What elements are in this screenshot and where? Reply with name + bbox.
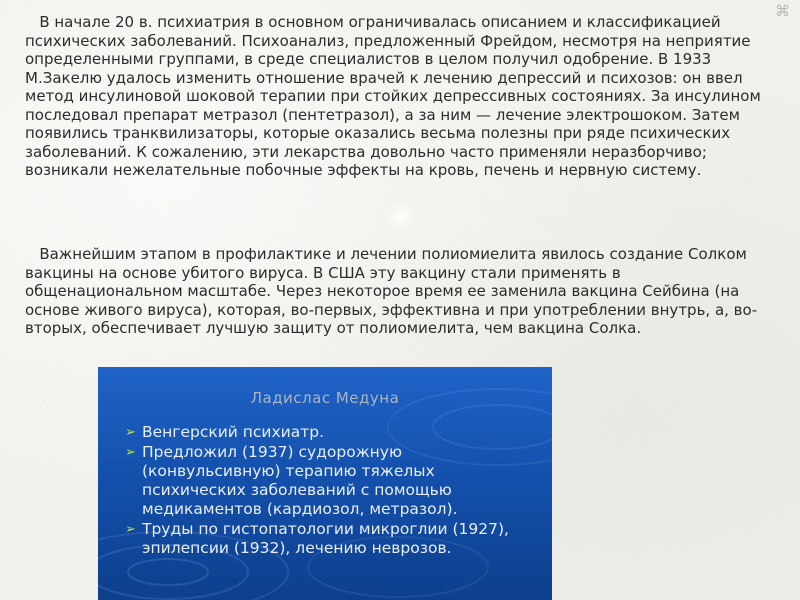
background-glow bbox=[386, 202, 416, 232]
arrow-bullet-icon: ➢ bbox=[125, 445, 136, 460]
meduna-info-panel bbox=[98, 367, 552, 600]
paragraph-polio-text: Важнейшим этапом в профилактике и лечении полиомиелита явилось создание Солком вакцины на основе убитого вируса. В США эту вакцину стали применять в общенациональном масштабе. Через некоторое время ее заменила вакцина Сейбина (на основе живого вируса), которая, во-первых, эффективна и при употреблении внутрь, а, во-вторых, обеспечивает лучшую защиту от полиомиелита, чем вакцина Солка. bbox=[25, 245, 758, 337]
bullet-text: Труды по гистопатологии микроглии (1927), эпилепсии (1932), лечению неврозов. bbox=[142, 520, 509, 557]
paragraph-psychiatry bbox=[25, 13, 777, 180]
corner-ornament-icon: ⌘ bbox=[775, 2, 790, 20]
panel-title: Ладислас Медуна bbox=[250, 389, 400, 407]
bullet-text: Венгерский психиатр. bbox=[142, 423, 325, 441]
bullet-item bbox=[98, 423, 552, 442]
arrow-bullet-icon: ➢ bbox=[125, 425, 136, 440]
bullet-item bbox=[98, 520, 552, 558]
paragraph-indent bbox=[25, 245, 39, 263]
bullet-text: Предложил (1937) судорожную (конвульсивную) терапию тяжелых психических заболеваний с помощью медикаментов (кардиозол, метразол). bbox=[142, 443, 458, 518]
paragraph-indent bbox=[25, 13, 39, 31]
paragraph-psychiatry-text: В начале 20 в. психиатрия в основном ограничивалась описанием и классификацией психических заболеваний. Психоанализ, предложенный Фрейдом, несмотря на неприятие определенными группами, в среде специалистов в целом получил одобрение. В 1933 М.Закелю удалось изменить отношение врачей к лечению депрессий и психозов: он ввел метод инсулиновой шоковой терапии при стойких депрессивных состояниях. За инсулином последовал препарат метразол (пентетразол), а за ним — лечение электрошоком. Затем появились транквилизаторы, которые оказались весьма полезны при ряде психических заболеваний. К сожалению, эти лекарства довольно часто применяли неразборчиво; возникали нежелательные побочные эффекты на кровь, печень и нервную систему. bbox=[25, 13, 761, 179]
arrow-bullet-icon: ➢ bbox=[125, 522, 136, 537]
bullet-item bbox=[98, 443, 552, 519]
panel-bullet-list bbox=[98, 423, 552, 558]
paragraph-polio bbox=[25, 245, 777, 338]
